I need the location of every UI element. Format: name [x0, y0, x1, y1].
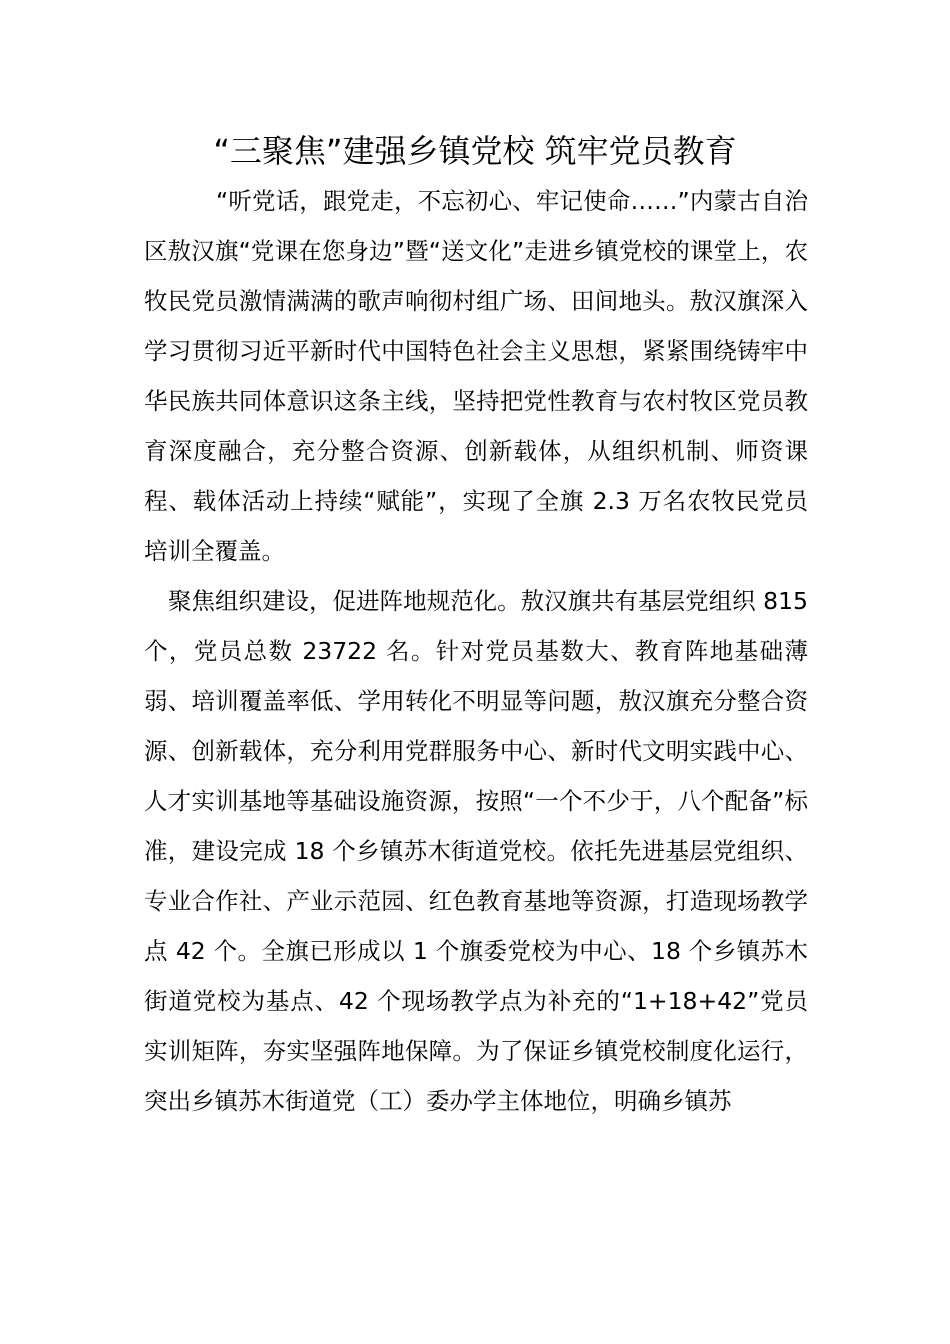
paragraph-organization: 聚焦组织建设，促进阵地规范化。敖汉旗共有基层党组织 815 个，党员总数 23722 名。针对党员基数大、教育阵地基础薄弱、培训覆盖率低、学用转化不明显等问题，敖汉旗充分整合资源、创新载体，充分利用党群服务中心、新时代文明实践中心、人才实训基地等基础设施资源，按照“一个不少于，八个配备”标准，建设完成 18 个乡镇苏木街道党校。依托先进基层党组织、专业合作社、产业示范园、红色教育基地等资源，打造现场教学点 42 个。全旗已形成以 1 个旗委党校为中心、18 个乡镇苏木街道党校为基点、42 个现场教学点为补充的“1+18+42”党员实训矩阵，夯实坚强阵地保障。为了保证乡镇党校制度化运行，突出乡镇苏木街道党（工）委办学主体地位，明确乡镇苏 — [144, 587, 808, 1115]
document-title: “三聚焦”建强乡镇党校 筑牢党员教育 — [213, 132, 737, 170]
paragraph-intro: “听党话，跟党走，不忘初心、牢记使命……”内蒙古自治区敖汉旗“党课在您身边”暨“送文化”走进乡镇党校的课堂上，农牧民党员激情满满的歌声响彻村组广场、田间地头。敖汉旗深入学习贯彻习近平新时代中国特色社会主义思想，紧紧围绕铸牢中华民族共同体意识这条主线，坚持把党性教育与农村牧区党员教育深度融合，充分整合资源、创新载体，从组织机制、师资课程、载体活动上持续“赋能”，实现了全旗 2.3 万名农牧民党员培训全覆盖。 — [144, 187, 808, 565]
document-body — [144, 176, 808, 1126]
